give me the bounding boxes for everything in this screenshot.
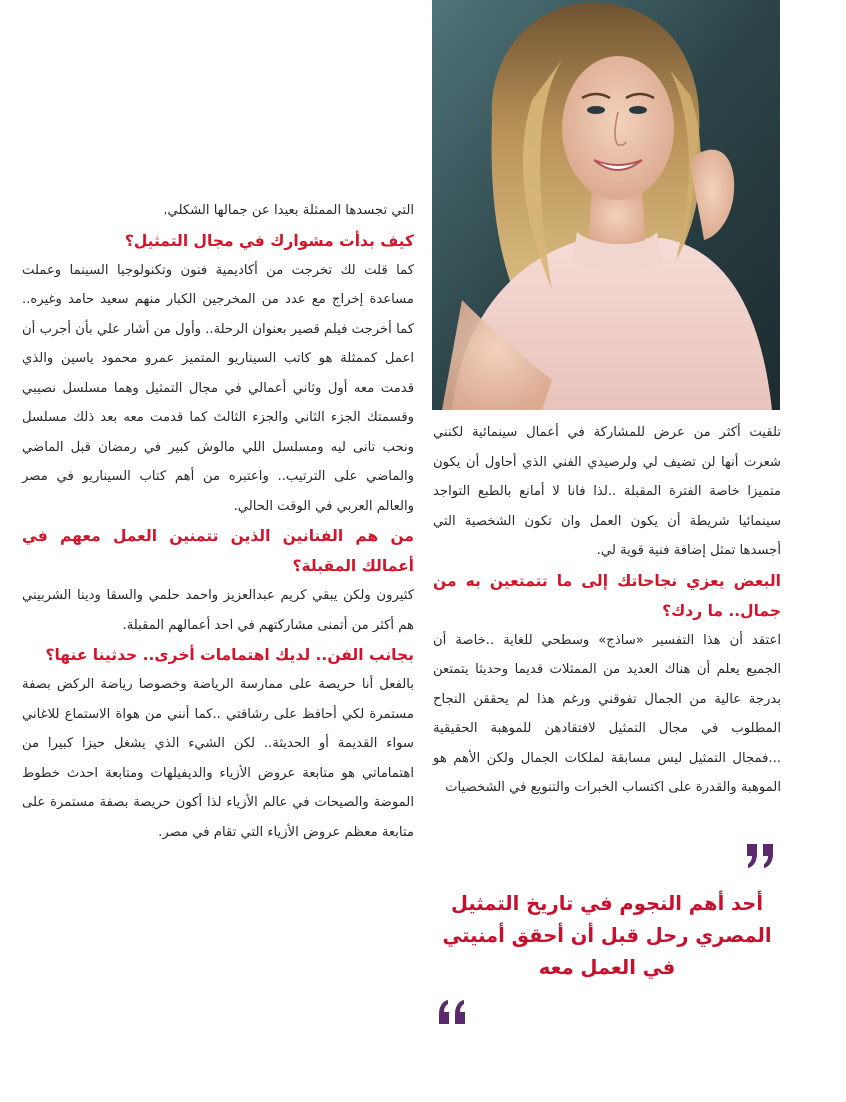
pull-quote-text: أحد أهم النجوم في تاريخ التمثيل المصري رحل قبل أن أحقق أمنيتي في العمل معه <box>442 892 772 979</box>
portrait-photo <box>432 0 780 410</box>
body-paragraph: تلقيت أكثر من عرض للمشاركة في أعمال سينمائية لكنني شعرت أنها لن تضيف لي ولرصيدي الفني الذي أحاول أن يكون متميزا خاصة الفترة المقبلة ..لذا فانا لا أمانع بالطبع التواجد سينمائيا شريطة أن يكون العمل وان تكون الشخصية التي أجسدها تمثل إضافة فنية قوية لي. <box>433 425 781 558</box>
body-paragraph: كما قلت لك تخرجت من أكاديمية فنون وتكنولوجيا السينما وعملت مساعدة إخراج مع عدد من المخرجين الكبار منهم سعيد حامد وغيره.. كما أخرجت فيلم قصير بعنوان الرحلة.. وأول من أشار علي بأن أجرب أن اعمل كممثلة هو كاتب السيناريو المتميز عمرو محمود ياسين والذي قدمت معه أول وثاني أعمالي في مجال التمثيل وهما مسلسل نصيبي وقسمتك الجزء الثاني والجزء الثالث كما قدمت معه بعد ذلك مسلسل ونحب تانى ليه ومسلسل اللي مالوش كبير في رمضان قبل الماضي والماضي على الترتيب.. واعتبره من أهم كتاب السيناريو في مصر والعالم العربي في الوقت الحالي. <box>22 262 414 514</box>
body-paragraph: كثيرون ولكن يبقي كريم عبدالعزيز واحمد حلمي والسقا ودينا الشربيني هم أكثر من أتمنى مشاركتهم في احد أعمالهم المقبلة. <box>22 588 414 633</box>
interview-question: بجانب الفن.. لديك اهتمامات أخرى.. حدثينا عنها؟ <box>45 646 414 664</box>
interview-question: البعض يعزي نجاحاتك إلى ما تتمتعين به من جمال.. ما ردك؟ <box>433 571 781 620</box>
interview-question: كيف بدأت مشوارك في مجال التمثيل؟ <box>124 231 414 250</box>
body-paragraph: اعتقد أن هذا التفسير «ساذج» وسطحي للغاية ..خاصة أن الجميع يعلم أن هناك العديد من الممثلات قديما وحديثا يتمتعن بدرجة عالية من الجمال تفوقني ورغم هذا لم يحققن النجاح المطلوب في مجال التمثيل لافتقادهن للموهبة الحقيقية ...فمجال التمثيل ليس مسابقة لملكات الجمال ولكن الأهم هو الموهبة والقدرة على اكتساب الخبرات والتنويع في الشخصيات <box>433 632 781 795</box>
pull-quote <box>433 838 781 1038</box>
article-right-column <box>433 418 781 803</box>
article-left-column <box>22 196 414 847</box>
body-paragraph: التي تجسدها الممثلة بعيدا عن جمالها الشكلي. <box>163 203 414 218</box>
interview-question: من هم الفنانين الذين تتمنين العمل معهم في أعمالك المقبلة؟ <box>22 527 414 575</box>
quote-close-icon <box>435 998 467 1028</box>
quote-open-icon <box>745 840 777 870</box>
body-paragraph: بالفعل أنا حريصة على ممارسة الرياضة وخصوصا رياضة الركض بصفة مستمرة لكي أحافظ على رشاقتي ..كما أنني من هواة الاستماع للاغاني سواء القديمة أو الحديثة.. لكن الشيء الذي يشغل حيزا كبيرا من اهتماماتي هو متابعة عروض الأزياء والديفيلهات ومتابعة احدث خطوط الموضة والصيحات في عالم الأزياء لذا أكون حريصة بصفة مستمرة على متابعة معظم عروض الأزياء التي تقام في مصر. <box>22 677 414 840</box>
portrait-illustration <box>432 0 780 410</box>
